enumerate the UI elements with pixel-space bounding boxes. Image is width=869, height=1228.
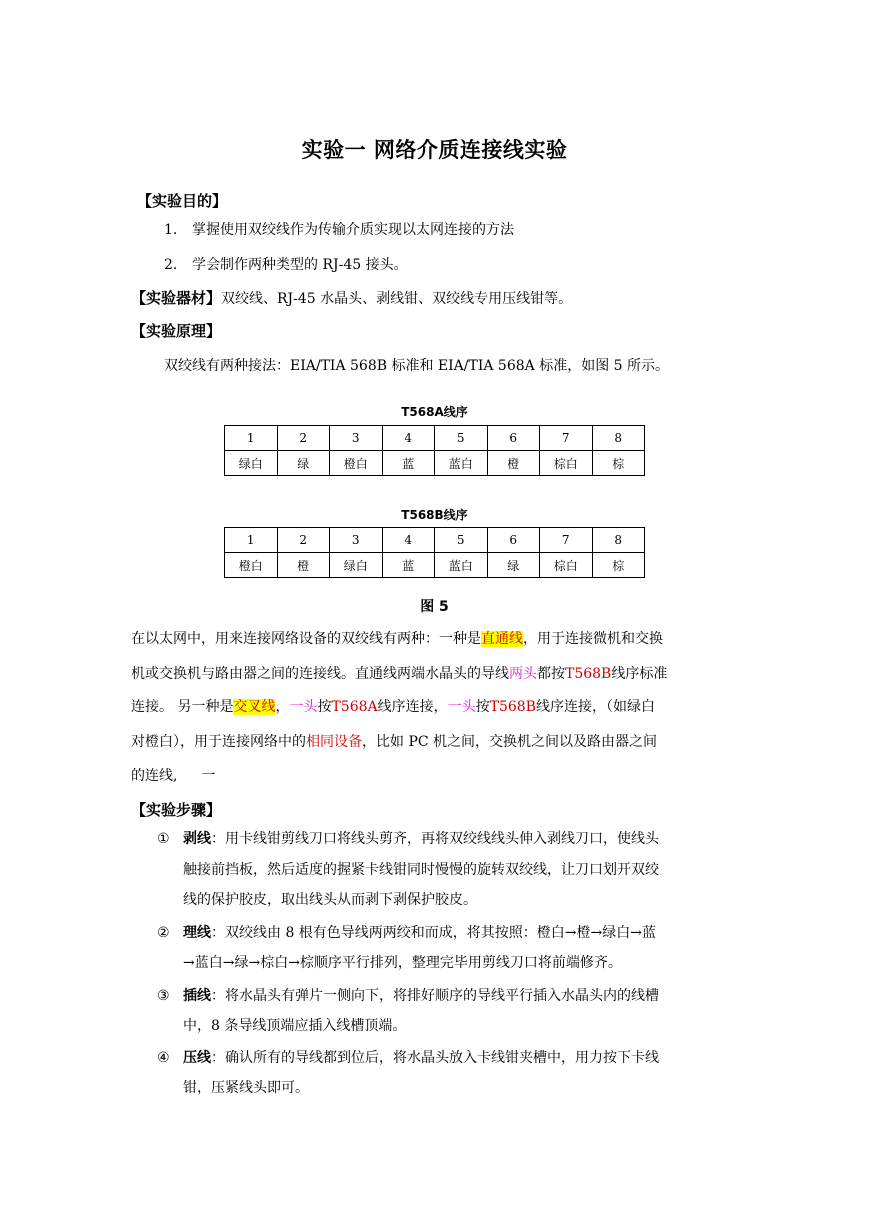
equipment-text: 双绞线、RJ-45 水晶头、剥线钳、双绞线专用压线钳等。: [221, 291, 573, 307]
pin-number: 7: [540, 426, 593, 451]
step-text: 触接前挡板，然后适度的握紧卡线钳同时慢慢的旋转双绞线，让刀口划开双绞: [183, 862, 659, 878]
principle-intro: 双绞线有两种接法：EIA/TIA 568B 标准和 EIA/TIA 568A 标准，如图 5 所示。: [164, 358, 670, 374]
table-row: [225, 553, 645, 578]
emphasis-text: 相同设备: [306, 734, 362, 750]
pin-number: 4: [382, 528, 435, 553]
text: 线序连接，: [377, 699, 448, 715]
t568a-table: [224, 425, 645, 476]
text: 线序标准: [611, 666, 668, 682]
wire-color: 橙白: [330, 451, 383, 476]
table-row: [225, 426, 645, 451]
steps-heading: 【实验步骤】: [131, 801, 222, 819]
pin-number: 1: [225, 426, 278, 451]
pin-number: 2: [277, 528, 330, 553]
table-row: [225, 528, 645, 553]
step-text: 线的保护胶皮，取出线头从而剥下剥保护胶皮。: [183, 892, 477, 908]
step-marker: ③: [157, 988, 170, 1004]
wire-color: 棕: [592, 451, 645, 476]
t568a-caption: T568A线序: [401, 405, 468, 419]
text: 在以太网中，用来连接网络设备的双绞线有两种：一种是: [131, 631, 481, 647]
wire-color: 绿: [277, 451, 330, 476]
step-text: 中，8 条导线顶端应插入线槽顶端。: [183, 1018, 407, 1034]
highlight-term: 直通线: [481, 631, 523, 647]
purpose-item-number: 1.: [164, 222, 178, 238]
t568b-table: [224, 527, 645, 578]
step-item: [157, 985, 659, 1005]
step-label: 剥线: [183, 831, 211, 847]
highlight-term: 交叉线: [233, 699, 276, 715]
emphasis-text: 一头: [447, 699, 476, 715]
wire-color: 橙: [277, 553, 330, 578]
text: 对橙白），用于连接网络中的: [131, 734, 306, 750]
pin-number: 6: [487, 426, 540, 451]
principle-heading: 【实验原理】: [131, 322, 222, 340]
pin-number: 2: [277, 426, 330, 451]
text: 按: [317, 699, 332, 715]
wire-color: 绿: [487, 553, 540, 578]
pin-number: 8: [592, 528, 645, 553]
purpose-item-text: 学会制作两种类型的 RJ-45 接头。: [192, 257, 408, 273]
text: ，: [275, 699, 290, 715]
text: 都按: [537, 666, 565, 682]
standard-name: T568B: [489, 699, 536, 715]
step-marker: ②: [157, 925, 170, 941]
paragraph-line: [131, 731, 657, 751]
paragraph-line: [131, 628, 663, 648]
text: 连接。 另一种是: [131, 699, 234, 715]
pin-number: 6: [487, 528, 540, 553]
table-row: [225, 451, 645, 476]
equipment-line: [131, 287, 572, 308]
purpose-item-2: [164, 254, 408, 274]
text: 的连线,: [131, 768, 178, 784]
step-marker: ④: [157, 1050, 170, 1066]
pin-number: 4: [382, 426, 435, 451]
pin-number: 5: [435, 426, 488, 451]
step-text: →蓝白→绿→棕白→棕顺序平行排列，整理完毕用剪线刀口将前端修齐。: [183, 955, 622, 971]
step-item: [157, 1047, 659, 1067]
wire-color: 橙白: [225, 553, 278, 578]
t568b-caption: T568B线序: [401, 508, 468, 522]
wire-color: 棕白: [540, 451, 593, 476]
emphasis-text: 一头: [289, 699, 318, 715]
pin-number: 3: [330, 528, 383, 553]
text: ，用于连接微机和交换: [523, 631, 663, 647]
purpose-item-number: 2.: [164, 257, 178, 273]
figure-caption: 图 5: [420, 599, 449, 615]
text: ，比如 PC 机之间，交换机之间以及路由器之间: [362, 734, 658, 750]
wire-color: 蓝白: [435, 553, 488, 578]
page-title: 实验一 网络介质连接线实验: [301, 138, 568, 162]
text: 机或交换机与路由器之间的连接线。直通线两端水晶头的导线: [131, 666, 509, 682]
wire-color: 绿白: [330, 553, 383, 578]
pin-number: 5: [435, 528, 488, 553]
paragraph-line: [131, 663, 667, 683]
wire-color: 蓝: [382, 553, 435, 578]
paragraph-line: [131, 765, 215, 785]
wire-color: 蓝: [382, 451, 435, 476]
pin-number: 7: [540, 528, 593, 553]
standard-name: T568B: [565, 666, 612, 682]
wire-color: 棕: [592, 553, 645, 578]
equipment-heading: 【实验器材】: [131, 289, 222, 307]
step-text: ：确认所有的导线都到位后，将水晶头放入卡线钳夹槽中，用力按下卡线: [211, 1050, 659, 1066]
purpose-heading: 【实验目的】: [137, 192, 228, 210]
purpose-item-text: 掌握使用双绞线作为传输介质实现以太网连接的方法: [192, 222, 514, 238]
pin-number: 3: [330, 426, 383, 451]
text: 按: [475, 699, 490, 715]
step-label: 压线: [183, 1050, 211, 1066]
step-label: 插线: [183, 988, 211, 1004]
text: 线序连接，（如绿白: [535, 699, 655, 715]
standard-name: T568A: [331, 699, 378, 715]
paragraph-line: [131, 696, 655, 716]
step-text: 钳，压紧线头即可。: [183, 1080, 309, 1096]
emphasis-text: 两头: [509, 666, 537, 682]
text: 一: [201, 768, 216, 784]
step-item: [157, 922, 656, 942]
step-text: ：将水晶头有弹片一侧向下，将排好顺序的导线平行插入水晶头内的线槽: [211, 988, 659, 1004]
wire-color: 橙: [487, 451, 540, 476]
step-text: ：双绞线由 8 根有色导线两两绞和而成，将其按照：橙白→橙→绿白→蓝: [211, 925, 656, 941]
step-marker: ①: [157, 831, 170, 847]
pin-number: 1: [225, 528, 278, 553]
wire-color: 蓝白: [435, 451, 488, 476]
step-text: ：用卡线钳剪线刀口将线头剪齐，再将双绞线线头伸入剥线刀口，使线头: [211, 831, 659, 847]
wire-color: 绿白: [225, 451, 278, 476]
step-item: [157, 828, 659, 848]
wire-color: 棕白: [540, 553, 593, 578]
step-label: 理线: [183, 925, 211, 941]
purpose-item-1: [164, 219, 514, 239]
pin-number: 8: [592, 426, 645, 451]
